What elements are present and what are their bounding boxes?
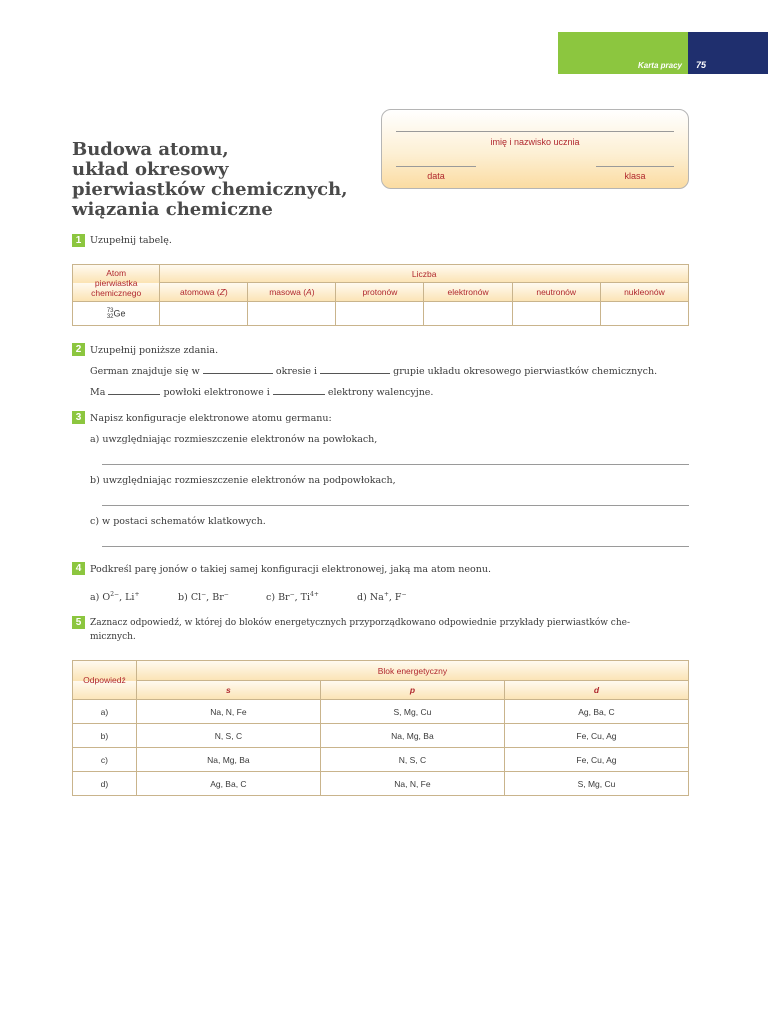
- col-protonow: protonów: [336, 283, 424, 302]
- task-4-option-a[interactable]: a) $O^{2-}$, Li+: [90, 591, 140, 604]
- col-atom-header: Atom pierwiastka chemicznego: [73, 265, 160, 302]
- student-name-box: [381, 109, 689, 189]
- answer-cell-atomowa[interactable]: [160, 302, 248, 326]
- answer-cell-neutronow[interactable]: [512, 302, 600, 326]
- page-number: 75: [696, 60, 707, 70]
- task-3-c: c) w postaci schematów klatkowych.: [90, 516, 266, 527]
- task-1-table: [72, 264, 689, 326]
- title-line-3: pierwiastków chemicznych,: [72, 179, 348, 200]
- cell-s: N, S, C: [136, 724, 320, 748]
- name-line[interactable]: [396, 131, 674, 132]
- cell-s: Ag, Ba, C: [136, 772, 320, 796]
- col-block-s: s: [136, 681, 320, 700]
- task-1-instruction: Uzupełnij tabelę.: [90, 235, 172, 246]
- task-4-number: 4: [72, 562, 85, 575]
- blank-shells[interactable]: [108, 386, 160, 395]
- header-green-band: [558, 32, 688, 74]
- cell-p: Na, N, Fe: [320, 772, 504, 796]
- task-2-sentence-1: German znajduje się w okresie i grupie układu okresowego pierwiastków chemicznych.: [90, 366, 658, 377]
- answer-cell-masowa[interactable]: [248, 302, 336, 326]
- cell-p: Na, Mg, Ba: [320, 724, 504, 748]
- task-3-a: a) uwzględniając rozmieszczenie elektronów na powłokach,: [90, 434, 378, 445]
- task-3-number: 3: [72, 411, 85, 424]
- class-label: klasa: [624, 171, 646, 181]
- page-title: [72, 140, 372, 220]
- task-1-number: 1: [72, 234, 85, 247]
- task-3-b: b) uwzględniając rozmieszczenie elektronów na podpowłokach,: [90, 475, 396, 486]
- cell-s: Na, Mg, Ba: [136, 748, 320, 772]
- row-label: c): [73, 748, 137, 772]
- row-label: a): [73, 700, 137, 724]
- blank-valence[interactable]: [273, 386, 325, 395]
- row-label: b): [73, 724, 137, 748]
- atomic-number: 32: [106, 313, 114, 320]
- answer-cell-nukleonow[interactable]: [600, 302, 688, 326]
- cell-p: N, S, C: [320, 748, 504, 772]
- col-block-d: d: [504, 681, 688, 700]
- blank-period[interactable]: [203, 365, 273, 374]
- table-row[interactable]: [73, 700, 689, 724]
- col-masowa: masowa (A): [248, 283, 336, 302]
- col-group-blok: Blok energetyczny: [136, 661, 688, 681]
- date-label: data: [427, 171, 445, 181]
- task-5-instruction-2: micznych.: [90, 632, 136, 642]
- task-5-instruction-1: Zaznacz odpowiedź, w której do bloków energetycznych przyporządkowano odpowiednie przykłady pierwiastków che-: [90, 618, 630, 628]
- cell-p: S, Mg, Cu: [320, 700, 504, 724]
- col-elektronow: elektronów: [424, 283, 512, 302]
- cell-s: Na, N, Fe: [136, 700, 320, 724]
- name-label: imię i nazwisko ucznia: [490, 137, 580, 147]
- header-label: Karta pracy: [637, 61, 682, 70]
- task-4-option-d[interactable]: d) Na+, F−: [357, 591, 407, 604]
- col-nukleonow: nukleonów: [600, 283, 688, 302]
- col-answer-header: Odpowiedź: [73, 661, 137, 700]
- task-5-table: [72, 660, 689, 796]
- answer-cell-elektronow[interactable]: [424, 302, 512, 326]
- title-line-1: Budowa atomu,: [72, 139, 229, 160]
- date-line[interactable]: [396, 166, 476, 167]
- table-row[interactable]: [73, 724, 689, 748]
- task-2-sentence-2: Ma powłoki elektronowe i elektrony walencyjne.: [90, 387, 434, 398]
- task-2-number: 2: [72, 343, 85, 356]
- task-5-number: 5: [72, 616, 85, 629]
- cell-d: Fe, Cu, Ag: [504, 748, 688, 772]
- task-4-instruction: Podkreśl parę jonów o takiej samej konfiguracji elektronowej, jaką ma atom neonu.: [90, 564, 492, 575]
- cell-d: Fe, Cu, Ag: [504, 724, 688, 748]
- col-atomowa: atomowa (Z): [160, 283, 248, 302]
- class-line[interactable]: [596, 166, 674, 167]
- task-3-a-answer-line[interactable]: [102, 464, 689, 465]
- task-3-instruction: Napisz konfiguracje elektronowe atomu germanu:: [90, 413, 332, 424]
- col-block-p: p: [320, 681, 504, 700]
- task-3-b-answer-line[interactable]: [102, 505, 689, 506]
- task-4-option-b[interactable]: b) Cl−, Br−: [178, 591, 229, 604]
- answer-cell-protonow[interactable]: [336, 302, 424, 326]
- mass-number: 73: [106, 307, 114, 314]
- table-row[interactable]: [73, 772, 689, 796]
- task-2-instruction: Uzupełnij poniższe zdania.: [90, 345, 219, 356]
- header-page-box: [688, 32, 768, 74]
- task-3-c-answer-line[interactable]: [102, 546, 689, 547]
- blank-group[interactable]: [320, 365, 390, 374]
- row-label: d): [73, 772, 137, 796]
- cell-d: S, Mg, Cu: [504, 772, 688, 796]
- task-4-option-c[interactable]: c) Br−, $Ti^{4+}$: [266, 591, 319, 604]
- table-row[interactable]: [73, 748, 689, 772]
- col-group-liczba: Liczba: [160, 265, 689, 283]
- element-symbol: Ge: [113, 307, 126, 318]
- cell-d: Ag, Ba, C: [504, 700, 688, 724]
- title-line-4: wiązania chemiczne: [72, 199, 273, 220]
- title-line-2: układ okresowy: [72, 159, 229, 180]
- col-neutronow: neutronów: [512, 283, 600, 302]
- element-cell: [73, 302, 160, 326]
